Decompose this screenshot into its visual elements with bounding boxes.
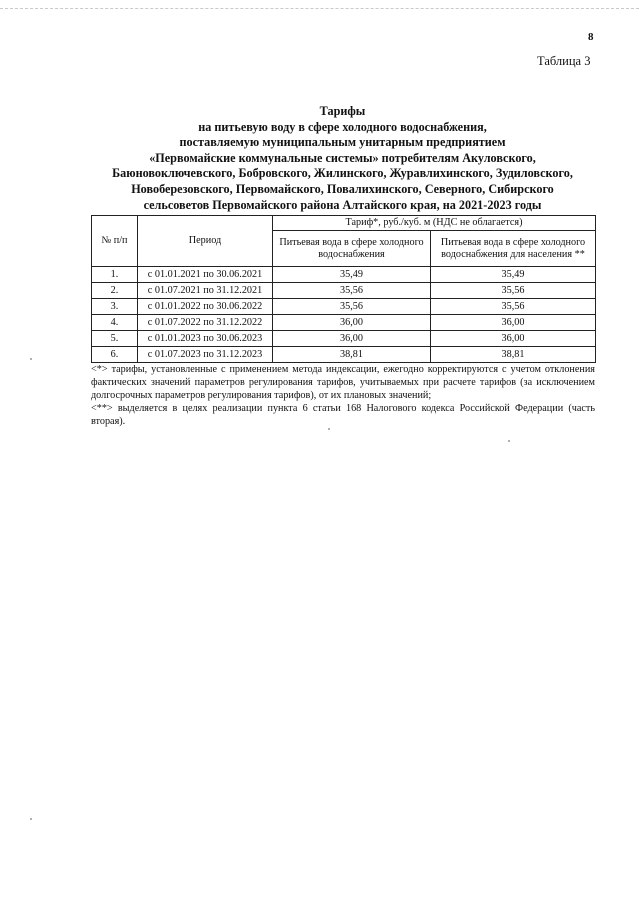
row-period: с 01.01.2023 по 30.06.2023 (138, 331, 273, 347)
table-row (92, 315, 596, 331)
row-period: с 01.01.2021 по 30.06.2021 (138, 267, 273, 283)
row-number: 4. (92, 315, 138, 331)
row-tariff-population: 36,00 (431, 331, 596, 347)
row-tariff-cold-water: 38,81 (273, 347, 431, 363)
footnote-one-star: <*> тарифы, установленные с применением метода индексации, ежегодно корректируются с учетом отклонения фактических значений параметров регулирования тарифов, учитываемых при расчете тарифов (за исключением долгосрочных параметров регулирования тарифов), от их плановых значений; (91, 364, 595, 401)
table-row (92, 283, 596, 299)
row-tariff-cold-water: 36,00 (273, 331, 431, 347)
row-tariff-population: 38,81 (431, 347, 596, 363)
footnote-two-star: <**> выделяется в целях реализации пункта 6 статьи 168 Налогового кодекса Российской Федерации (часть вторая). (91, 403, 595, 427)
title-line: на питьевую воду в сфере холодного водоснабжения, (198, 119, 487, 134)
header-cold-water-population: Питьевая вода в сфере холодного водоснабжения для населения ** (431, 231, 596, 267)
scan-speck (328, 428, 330, 430)
table-header-row (92, 216, 596, 231)
row-number: 6. (92, 347, 138, 363)
row-number: 1. (92, 267, 138, 283)
footnotes (91, 363, 595, 428)
row-period: с 01.07.2022 по 31.12.2022 (138, 315, 273, 331)
row-tariff-population: 36,00 (431, 315, 596, 331)
title-line: Тарифы (319, 104, 366, 118)
title-line: сельсоветов Первомайского района Алтайского края, на 2021-2023 годы (143, 197, 542, 212)
tariff-table (91, 215, 596, 363)
title-line: «Первомайские коммунальные системы» потребителям Акуловского, (149, 150, 536, 165)
title-line: поставляемую муниципальным унитарным предприятием (179, 135, 506, 150)
table-row (92, 299, 596, 315)
title-line: Баюновоключевского, Бобровского, Жилинского, Журавлихинского, Зудиловского, (112, 166, 573, 181)
row-tariff-cold-water: 35,56 (273, 283, 431, 299)
row-period: с 01.07.2021 по 31.12.2021 (138, 283, 273, 299)
row-period: с 01.01.2022 по 30.06.2022 (138, 299, 273, 315)
scan-speck (30, 818, 32, 820)
page-number: 8 (588, 31, 594, 43)
document-title (60, 104, 625, 213)
header-cold-water: Питьевая вода в сфере холодного водоснабжения (273, 231, 431, 267)
table-row (92, 267, 596, 283)
header-period: Период (138, 216, 273, 267)
row-number: 5. (92, 331, 138, 347)
header-tariff-group: Тариф*, руб./куб. м (НДС не облагается) (273, 216, 596, 231)
row-tariff-population: 35,49 (431, 267, 596, 283)
row-number: 3. (92, 299, 138, 315)
row-tariff-population: 35,56 (431, 299, 596, 315)
row-tariff-cold-water: 35,49 (273, 267, 431, 283)
title-line: Новоберезовского, Первомайского, Повалихинского, Северного, Сибирского (131, 181, 554, 196)
header-number: № п/п (92, 216, 138, 267)
scan-speck (508, 440, 510, 442)
table-row (92, 347, 596, 363)
row-number: 2. (92, 283, 138, 299)
row-tariff-population: 35,56 (431, 283, 596, 299)
row-period: с 01.07.2023 по 31.12.2023 (138, 347, 273, 363)
row-tariff-cold-water: 36,00 (273, 315, 431, 331)
table-row (92, 331, 596, 347)
table-caption: Таблица 3 (537, 54, 591, 68)
scan-edge-line (0, 8, 639, 9)
scan-speck (30, 358, 32, 360)
row-tariff-cold-water: 35,56 (273, 299, 431, 315)
